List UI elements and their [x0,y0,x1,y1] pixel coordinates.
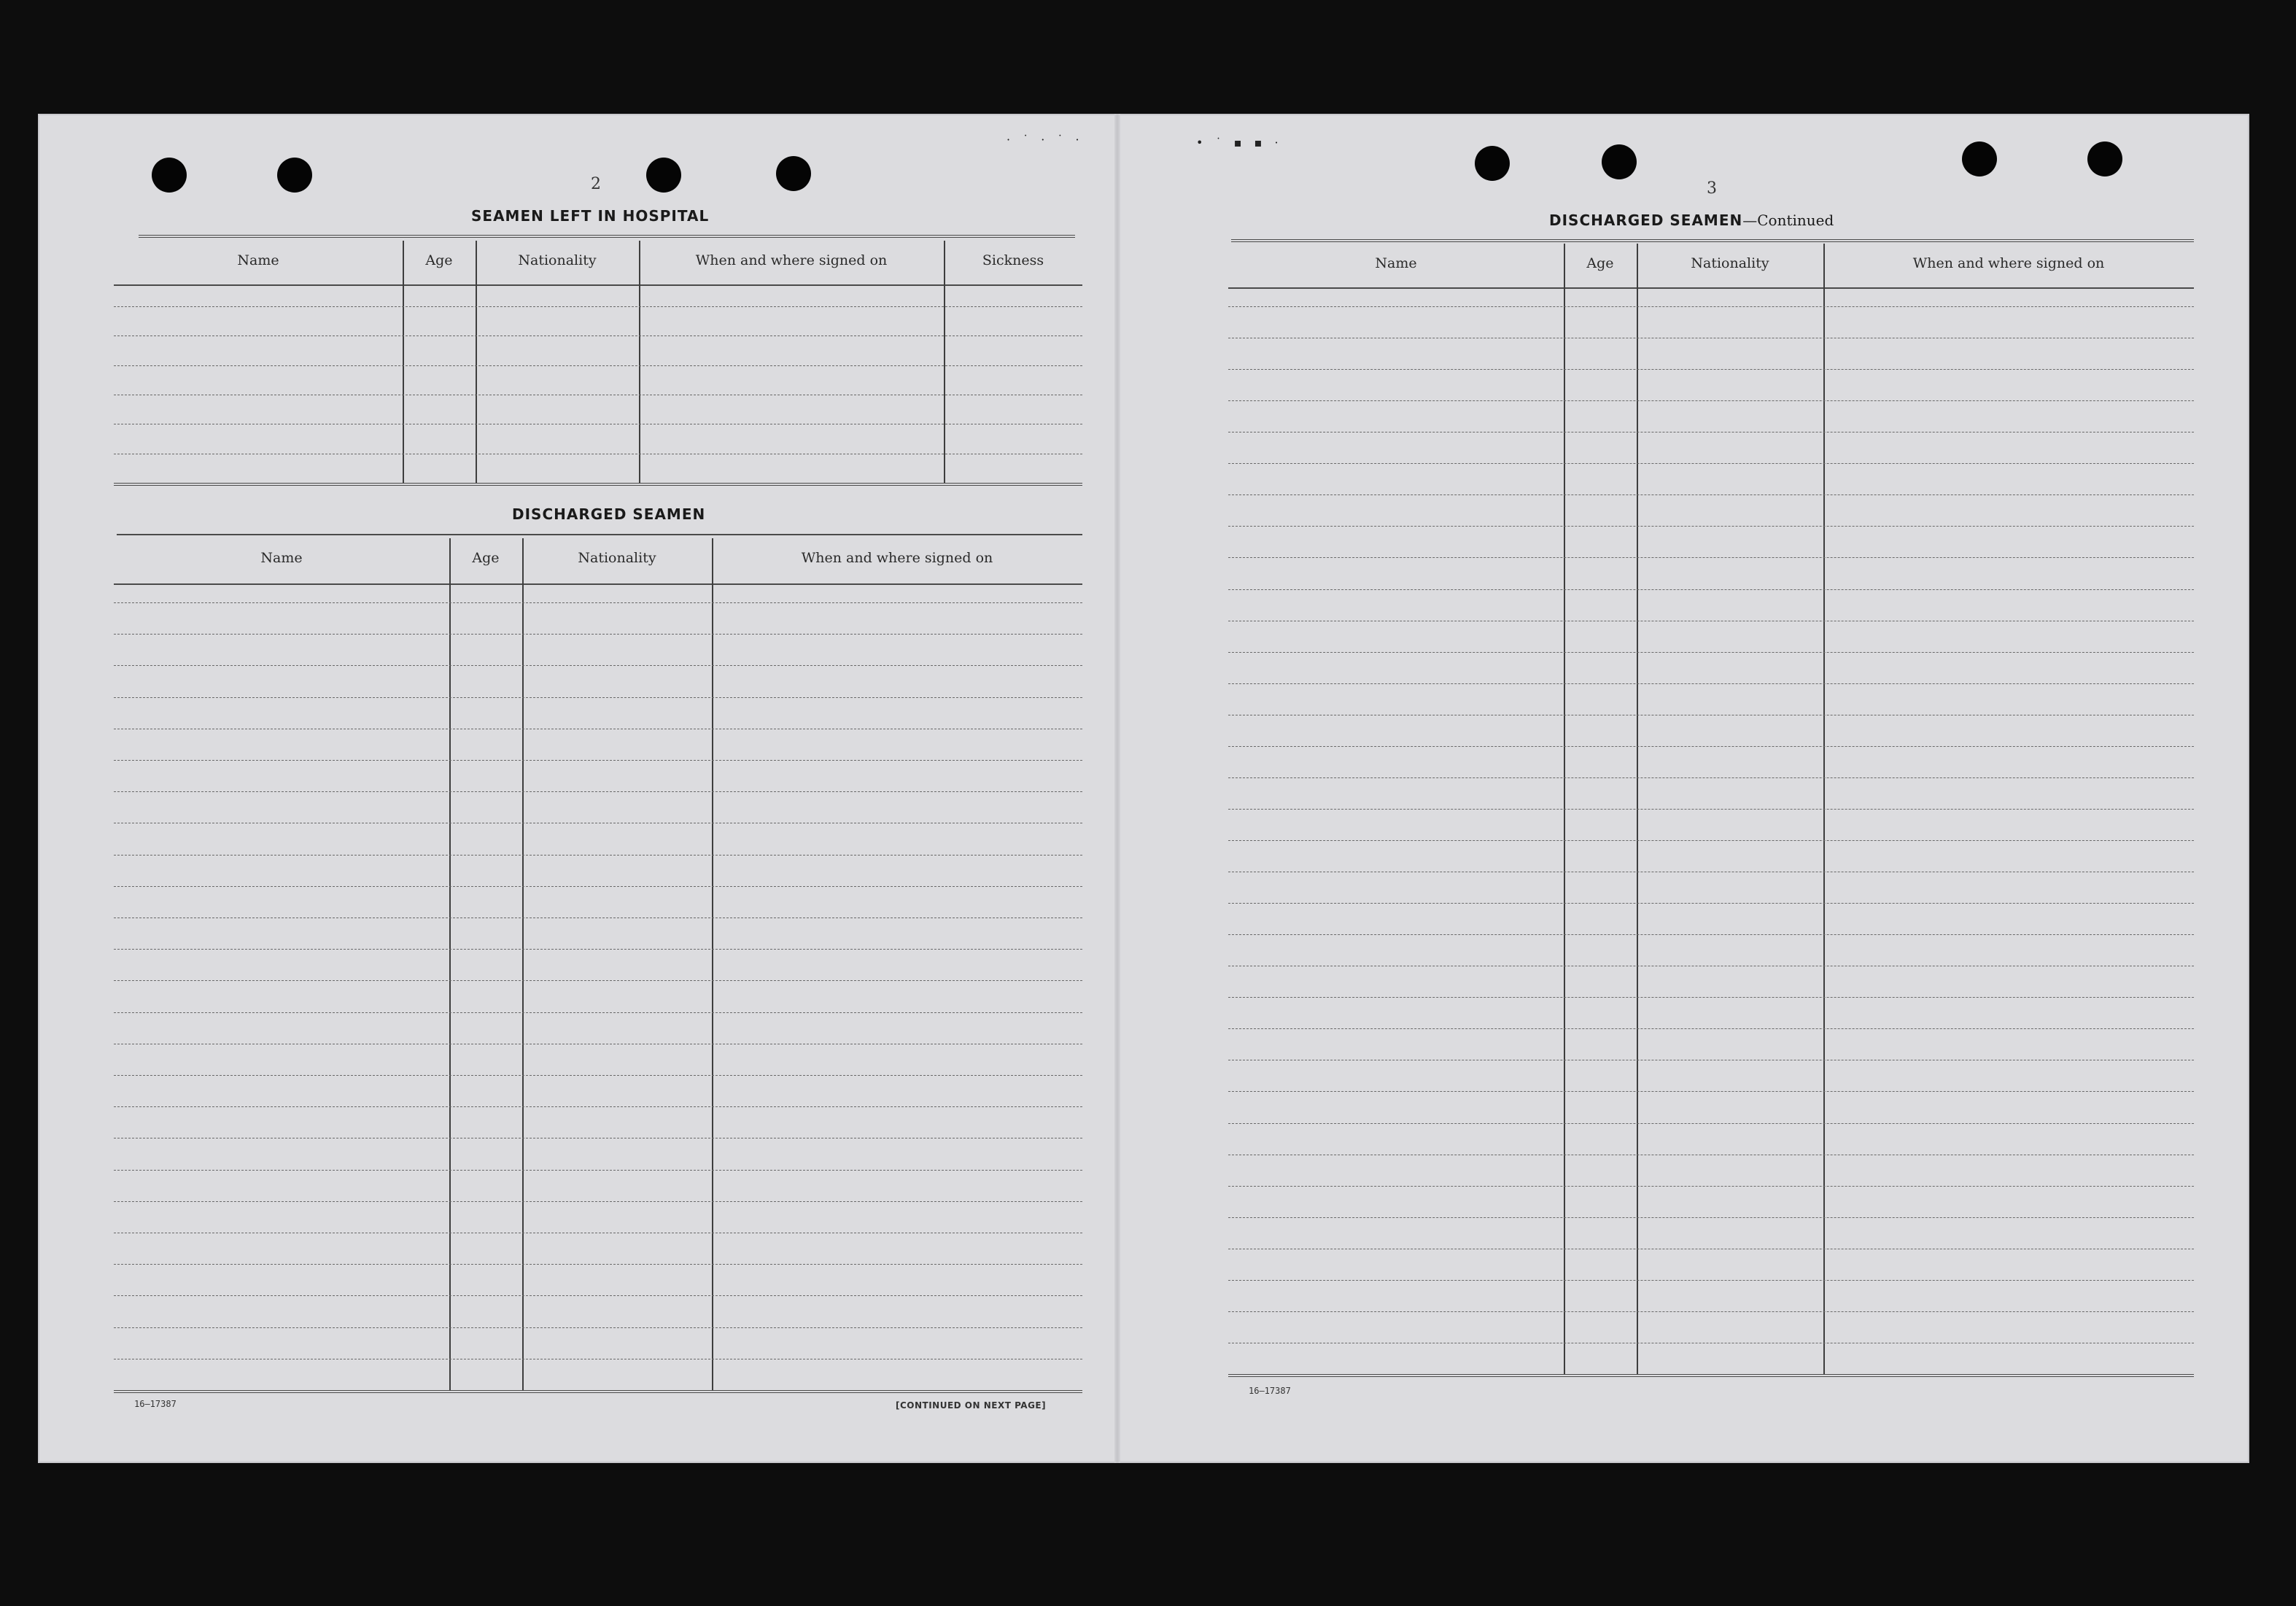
discharged-right-row-line [1228,652,2194,653]
discharged-right-row-line [1228,1091,2194,1092]
hospital-table-column-divider [403,241,404,483]
discharged-right-header-name: Name [1375,255,1417,271]
discharged-left-row-line [114,1264,1082,1265]
discharged-left-row-line [114,1201,1082,1202]
discharged-left-column-divider [522,538,524,1390]
discharged-right-row-line [1228,934,2194,935]
hospital-table-header-age: Age [425,252,453,268]
discharged-right-row-line [1228,369,2194,370]
discharged-left-header-when-and-where-signed-on: When and where signed on [801,550,993,566]
discharged-right-row-line [1228,557,2194,558]
discharged-right-row-line [1228,1280,2194,1281]
punch-hole [152,158,187,193]
page-number-right: 3 [1707,179,1717,198]
punch-hole [1962,141,1997,176]
ink-specks: • ˙ ▪ ▪ · [1196,136,1283,150]
discharged-left-column-divider [712,538,713,1390]
discharged-continued-title-main: DISCHARGED SEAMEN [1549,212,1743,229]
hospital-table-header-rule [114,284,1082,286]
document-sheet [38,114,2249,1463]
discharged-right-row-line [1228,1028,2194,1029]
continued-note: [CONTINUED ON NEXT PAGE] [896,1400,1047,1411]
discharged-left-row-line [114,602,1082,603]
page-fold [1114,114,1120,1463]
hospital-table-bottom-rule [114,483,1082,487]
discharged-left-column-divider [449,538,451,1390]
discharged-right-row-line [1228,746,2194,747]
page-number-left: 2 [591,175,601,193]
form-number-left: 16—17387 [134,1399,177,1409]
discharged-left-row-line [114,1327,1082,1328]
discharged-right-header-rule [1228,287,2194,289]
hospital-table-column-divider [944,241,945,483]
discharged-continued-title [1549,212,1834,229]
form-number-right: 16—17387 [1249,1386,1291,1396]
discharged-table-title: DISCHARGED SEAMEN [512,505,706,523]
discharged-left-row-line [114,949,1082,950]
discharged-right-row-line [1228,1311,2194,1312]
hospital-table-row-line [114,365,1082,366]
discharged-right-row-line [1228,306,2194,307]
discharged-left-bottom-rule [114,1390,1082,1394]
discharged-right-header-when-and-where-signed-on: When and where signed on [1912,255,2105,271]
punch-hole [1475,146,1510,181]
hospital-table-column-divider [476,241,477,483]
discharged-left-row-line [114,1012,1082,1013]
discharged-left-header-nationality: Nationality [578,550,656,566]
discharged-right-bottom-rule [1228,1374,2194,1378]
discharged-left-row-line [114,760,1082,761]
discharged-right-row-line [1228,526,2194,527]
discharged-continued-title-suffix: —Continued [1742,212,1834,229]
discharged-left-row-line [114,1170,1082,1171]
discharged-left-row-line [114,886,1082,887]
discharged-right-row-line [1228,903,2194,904]
hospital-table-header-when-and-where-signed-on: When and where signed on [695,252,888,268]
discharged-right-row-line [1228,463,2194,464]
discharged-left-header-name: Name [260,550,303,566]
discharged-right-row-line [1228,997,2194,998]
discharged-table-top-rule [117,534,1082,535]
continued-table-top-rule [1231,239,2194,244]
discharged-left-row-line [114,791,1082,792]
punch-hole [2087,141,2122,176]
discharged-right-row-line [1228,494,2194,495]
discharged-left-row-line [114,855,1082,856]
discharged-right-row-line [1228,1217,2194,1218]
discharged-left-row-line [114,697,1082,698]
hospital-table-top-rule [139,235,1075,239]
hospital-table-header-nationality: Nationality [518,252,597,268]
discharged-right-row-line [1228,777,2194,778]
discharged-right-row-line [1228,1186,2194,1187]
discharged-left-row-line [114,1106,1082,1107]
hospital-table-row-line [114,335,1082,336]
discharged-right-row-line [1228,1123,2194,1124]
discharged-right-header-age: Age [1586,255,1614,271]
punch-hole [1602,144,1637,179]
punch-hole [776,156,811,191]
discharged-left-header-rule [114,583,1082,585]
ink-specks: · ˙ · ˙ · [1007,133,1084,147]
discharged-left-row-line [114,1075,1082,1076]
discharged-left-row-line [114,634,1082,635]
hospital-table-title: SEAMEN LEFT IN HOSPITAL [471,207,710,225]
discharged-right-row-line [1228,589,2194,590]
punch-hole [277,158,312,193]
discharged-right-row-line [1228,840,2194,841]
discharged-left-row-line [114,1295,1082,1296]
hospital-table-column-divider [639,241,640,483]
hospital-table-row-line [114,306,1082,307]
discharged-right-row-line [1228,809,2194,810]
hospital-table-header-name: Name [237,252,279,268]
discharged-left-row-line [114,665,1082,666]
discharged-left-row-line [114,980,1082,981]
discharged-right-row-line [1228,683,2194,684]
discharged-left-header-age: Age [472,550,500,566]
hospital-table-header-sickness: Sickness [982,252,1044,268]
punch-hole [646,158,681,193]
discharged-right-header-nationality: Nationality [1691,255,1769,271]
discharged-right-row-line [1228,400,2194,401]
